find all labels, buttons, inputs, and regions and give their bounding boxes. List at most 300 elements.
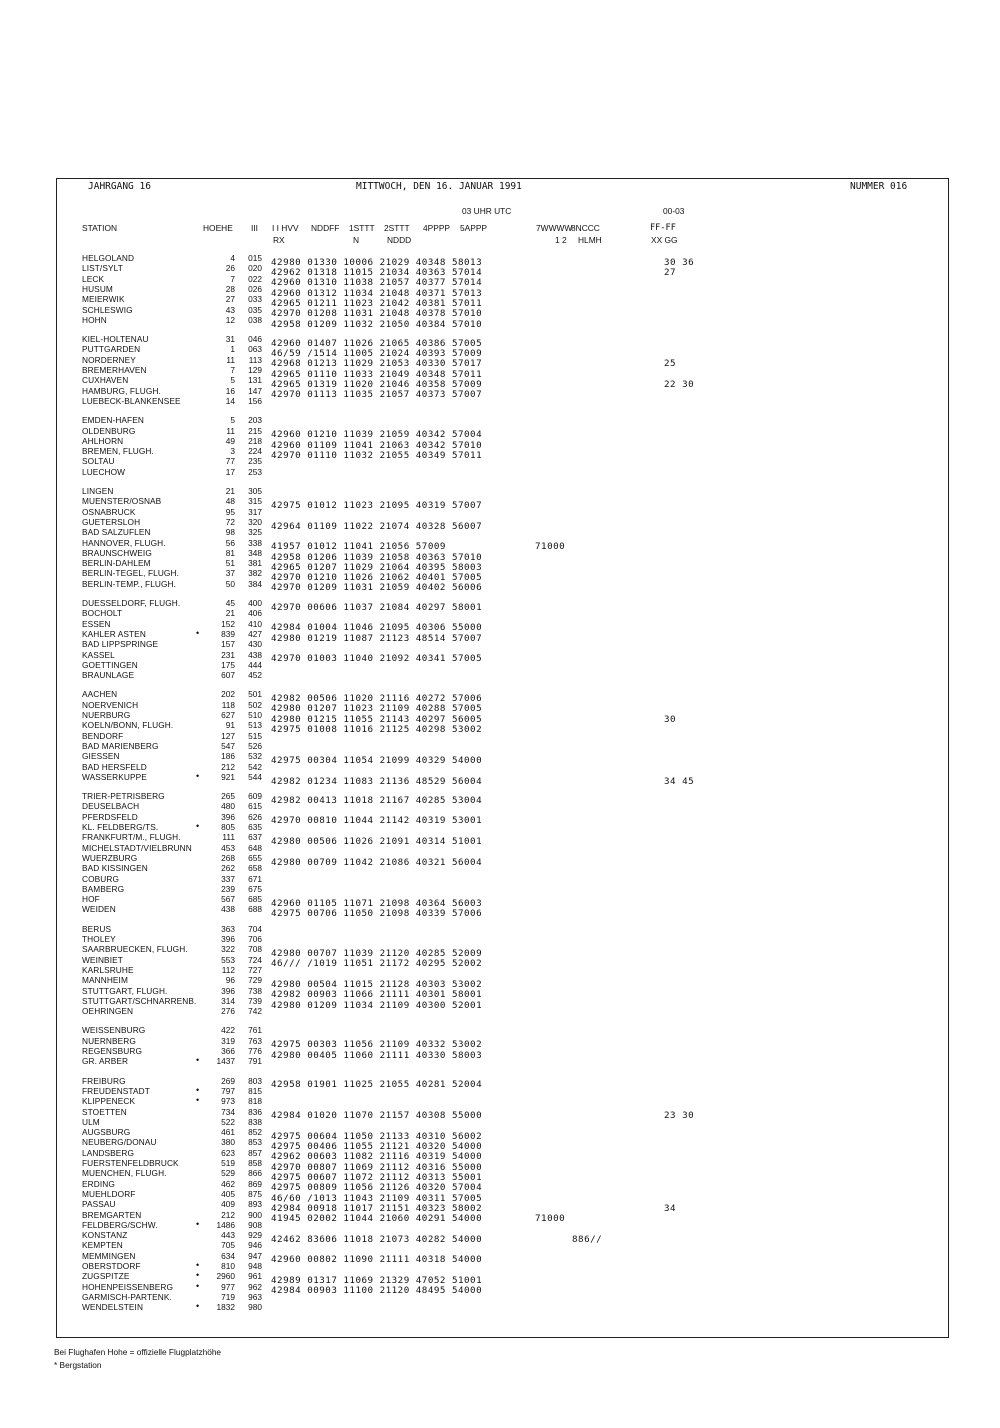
station-name: REGENSBURG [82,1046,143,1056]
col-hlmh: HLMH [578,235,602,245]
table-row [0,710,1000,725]
station-number: 026 [248,283,262,294]
table-row [0,884,1000,894]
station-height: 409 [221,1199,235,1210]
synop-groups: 42960 01109 11041 21063 40342 57010 [271,439,483,451]
synop-groups: 42975 00604 11050 21133 40310 56002 [271,1130,483,1142]
station-number: 948 [248,1261,262,1271]
synop-groups: 42980 01330 10006 21029 40348 58013 [271,256,483,268]
station-number: 791 [248,1056,262,1067]
station-name: GARMISCH-PARTENK. [82,1291,172,1302]
station-height: 719 [221,1291,235,1302]
station-number: 852 [248,1127,262,1138]
gust-values: 25 [664,358,677,370]
station-height: 72 [225,516,235,527]
synop-groups: 42980 01215 11055 21143 40297 56005 [271,713,483,725]
station-name: LINGEN [82,486,114,496]
station-number: 688 [248,904,262,915]
synop-groups: 42965 01211 11023 21042 40381 57011 [271,297,483,309]
station-height: 37 [225,568,235,579]
station-height: 405 [221,1188,235,1199]
cloud-group: 886// [572,1233,603,1245]
station-name: OBERSTDORF [82,1261,141,1271]
station-number: 452 [248,670,262,681]
synop-groups: 42960 01407 11026 21065 40386 57005 [271,337,483,349]
station-height: 553 [221,954,235,965]
station-number: 502 [248,699,262,710]
station-number: 015 [248,253,262,263]
station-height: 705 [221,1240,235,1251]
station-number: 671 [248,873,262,884]
station-height: 17 [225,466,235,477]
synop-groups: 42975 00406 11055 21121 40320 54000 [271,1141,483,1153]
station-name: LUECHOW [82,466,126,477]
synop-groups: 42970 01209 11031 21059 40402 56006 [271,582,483,594]
station-number: 544 [248,771,262,782]
mountain-station-mark: • [196,821,200,831]
station-number: 113 [248,354,262,365]
station-number: 947 [248,1250,262,1261]
station-name: FRANKFURT/M., FLUGH. [82,832,181,843]
synop-groups: 41957 01012 11041 21056 57009 [271,541,446,553]
station-name: BAD MARIENBERG [82,740,159,751]
station-name: FELDBERG/SCHW. [82,1219,158,1230]
station-number: 315 [248,496,262,507]
station-height: 396 [221,985,235,996]
table-row [0,558,1000,573]
station-height: 56 [225,537,235,548]
mountain-station-mark: • [196,1280,200,1291]
station-name: FUERSTENFELDBRUCK [82,1158,179,1168]
synop-groups: 42984 00918 11017 21151 40323 58002 [271,1202,483,1214]
station-height: 11 [226,354,235,365]
gust-values: 30 [664,713,677,725]
station-height: 322 [221,944,235,955]
station-height: 26 [225,263,235,274]
table-row [0,751,1000,766]
station-name: KLIPPENECK [82,1096,136,1107]
synop-groups: 42462 83606 11018 21073 40282 54000 [271,1233,483,1245]
station-name: BAD LIPPSPRINGE [82,639,159,650]
station-height: 438 [221,904,235,915]
gust-values: 27 [664,267,677,279]
station-height: 51 [225,558,235,569]
station-name: OEHRINGEN [82,1006,134,1017]
station-number: 542 [248,761,262,772]
station-name: MUEHLDORF [82,1188,136,1199]
station-name: MEIERWIK [82,294,125,305]
synop-groups: 42982 00413 11018 21167 40285 53004 [271,794,483,806]
table-row [0,741,1000,751]
station-name: BERUS [82,923,112,934]
station-height: 366 [221,1046,235,1056]
station-number: 727 [248,964,262,975]
station-number: 739 [248,995,262,1006]
table-row [0,1199,1000,1214]
station-name: BAMBERG [82,883,125,894]
table-row [0,1230,1000,1245]
station-height: 186 [221,751,235,762]
table-row [0,446,1000,461]
issue-number: NUMMER 016 [850,181,908,192]
station-height: 212 [221,761,235,772]
table-row [0,1025,1000,1035]
table-row [0,770,1000,787]
station-name: NUERBURG [82,710,131,720]
station-name: GOETTINGEN [82,659,138,670]
station-number: 320 [248,516,262,527]
station-height: 45 [225,598,235,608]
synop-groups: 42965 01207 11029 21064 40395 58003 [271,561,483,573]
station-height: 276 [221,1006,235,1017]
station-number: 430 [248,639,262,650]
station-name: SCHLESWIG [82,304,133,315]
station-number: 655 [248,852,262,863]
station-height: 443 [221,1230,235,1241]
table-row [0,843,1000,853]
gust-values: 30 36 [664,256,695,268]
table-row [0,1127,1000,1142]
station-height: 91 [225,720,235,731]
station-name: KASSEL [82,649,115,660]
table-row [0,660,1000,670]
station-height: 1 [230,344,235,355]
synop-groups: 42975 01008 11016 21125 40298 53002 [271,724,483,736]
synop-groups: 42980 00405 11060 21111 40330 58003 [271,1049,483,1061]
station-height: 262 [221,863,235,874]
gust-values: 22 30 [664,379,695,391]
station-number: 035 [248,304,262,315]
col-iii: III [251,223,258,233]
station-height: 269 [221,1075,235,1086]
station-name: STOETTEN [82,1106,127,1117]
station-name: BREMERHAVEN [82,365,147,375]
station-name: BENDORF [82,730,124,741]
station-number: 626 [248,811,262,822]
table-row [0,456,1000,466]
station-height: 43 [225,304,235,315]
station-name: NEUBERG/DONAU [82,1137,157,1148]
table-row [0,486,1000,496]
station-height: 11 [226,425,235,436]
station-number: 218 [248,435,262,446]
station-height: 480 [221,801,235,812]
station-number: 838 [248,1116,262,1127]
station-height: 7 [230,365,235,375]
station-height: 27 [225,294,235,305]
station-height: 212 [221,1209,235,1220]
station-name: KEMPTEN [82,1240,123,1251]
station-height: 12 [225,314,235,325]
synop-groups: 42980 00504 11015 21128 40303 53002 [271,978,483,990]
col-nddd: NDDD [387,235,412,245]
table-row [0,924,1000,934]
table-row [0,1292,1000,1302]
station-number: 609 [248,791,262,802]
station-name: BERLIN-TEGEL, FLUGH. [82,568,179,579]
station-number: 515 [248,730,262,741]
synop-groups: 42980 00707 11039 21120 40285 52009 [271,948,483,960]
table-row [0,527,1000,537]
station-number: 738 [248,985,262,996]
station-height: 152 [221,618,235,629]
station-height: 81 [225,547,235,558]
table-row [0,1086,1000,1096]
station-number: 156 [248,395,262,406]
station-number: 858 [248,1158,262,1168]
station-number: 253 [248,466,262,477]
station-height: 973 [221,1096,235,1107]
station-name: WASSERKUPPE [82,771,147,782]
station-number: 685 [248,894,262,905]
station-number: 410 [248,618,262,629]
station-height: 4 [230,253,235,263]
station-height: 157 [221,639,235,650]
station-name: MEMMINGEN [82,1250,136,1261]
station-number: 946 [248,1240,262,1251]
station-number: 038 [248,314,262,325]
station-height: 522 [221,1116,235,1127]
station-height: 797 [221,1085,235,1096]
synop-groups: 42975 00304 11054 21099 40329 54000 [271,754,483,766]
table-row [0,1158,1000,1173]
station-name: SOLTAU [82,456,115,467]
station-name: LIST/SYLT [82,263,123,274]
station-height: 977 [221,1281,235,1292]
table-row [0,762,1000,772]
synop-groups: 42970 01003 11040 21092 40341 57005 [271,653,483,665]
station-name: KIEL-HOLTENAU [82,334,149,345]
col-nddff: NDDFF [311,223,340,233]
station-name: MUENSTER/OSNAB [82,496,162,507]
station-name: HOF [82,894,100,905]
synop-groups: 42982 01234 11083 21136 48529 56004 [271,775,483,787]
synop-groups: 42980 01219 11087 21123 48514 57007 [271,632,483,644]
synop-groups: 42970 00807 11069 21112 40316 55000 [271,1161,483,1173]
synop-groups: 46/60 /1013 11043 21109 40311 57005 [271,1192,483,1204]
col-xxgg: XX GG [651,235,678,245]
col-hoehe: HOEHE [203,223,233,233]
table-row [0,1056,1000,1066]
station-name: PASSAU [82,1199,116,1210]
station-height: 202 [221,689,235,700]
footnote-airport: Bei Flughafen Hohe = offizielle Flugplatzhöhe [54,1347,222,1357]
synop-groups: 42980 00506 11026 21091 40314 51001 [271,836,483,848]
station-name: BOCHOLT [82,608,123,619]
table-row [0,639,1000,649]
station-name: WEIDEN [82,904,116,915]
station-height: 21 [225,486,235,496]
station-number: 658 [248,863,262,874]
table-row [0,467,1000,477]
station-height: 422 [221,1025,235,1036]
station-number: 129 [248,365,262,375]
station-name: LANDSBERG [82,1147,135,1158]
station-number: 215 [248,425,262,436]
synop-groups: 42958 01209 11032 21050 40384 57010 [271,318,483,330]
station-name: BERLIN-DAHLEM [82,558,151,569]
station-height: 265 [221,791,235,802]
synop-groups: 42965 01110 11033 21049 40348 57011 [271,368,483,380]
synop-groups: 42970 00606 11037 21084 40297 58001 [271,601,483,613]
station-name: HELGOLAND [82,253,135,263]
station-number: 510 [248,710,262,720]
synop-groups: 42960 01312 11034 21048 40371 57013 [271,287,483,299]
station-number: 438 [248,649,262,660]
gust-values: 34 45 [664,775,695,787]
station-name: AHLHORN [82,435,124,446]
mountain-station-mark: • [196,1084,200,1095]
station-number: 532 [248,751,262,762]
station-number: 501 [248,689,262,700]
station-name: GUETERSLOH [82,516,141,527]
station-name: NORDERNEY [82,354,136,365]
station-height: 1832 [216,1302,235,1313]
station-height: 607 [221,670,235,681]
station-number: 704 [248,923,262,934]
station-height: 50 [225,578,235,589]
station-number: 706 [248,934,262,944]
synop-groups: 42975 00607 11072 21112 40313 55001 [271,1172,483,1184]
synop-groups: 42984 01004 11046 21095 40306 55000 [271,622,483,634]
station-number: 853 [248,1137,262,1148]
station-number: 908 [248,1219,262,1230]
station-number: 615 [248,801,262,812]
table-row [0,670,1000,680]
station-number: 675 [248,883,262,894]
station-name: BERLIN-TEMP., FLUGH. [82,578,177,589]
station-name: SAARBRUECKEN, FLUGH. [82,944,188,955]
station-name: HAMBURG, FLUGH. [82,385,161,396]
station-name: MUENCHEN, FLUGH. [82,1168,167,1179]
station-height: 1437 [216,1056,235,1067]
station-name: OLDENBURG [82,425,136,436]
synop-groups: 42965 01319 11020 21046 40358 57009 [271,379,483,391]
station-height: 314 [221,995,235,1006]
table-row [0,253,1000,268]
station-number: 526 [248,740,262,751]
table-row [0,975,1000,990]
date-label: MITTWOCH, DEN 16. JANUAR 1991 [356,181,522,192]
table-row [0,1302,1000,1312]
station-number: 381 [248,558,262,569]
station-number: 648 [248,842,262,853]
station-height: 634 [221,1250,235,1261]
station-name: WEINBIET [82,954,123,965]
station-height: 14 [225,395,235,406]
table-row [0,516,1000,532]
col-rx: RX [273,235,285,245]
station-number: 635 [248,822,262,832]
station-name: AACHEN [82,689,118,700]
station-name: EMDEN-HAFEN [82,415,144,426]
station-number: 046 [248,334,262,345]
station-number: 815 [248,1085,262,1096]
table-row [0,934,1000,944]
station-number: 900 [248,1209,262,1220]
station-height: 839 [221,628,235,639]
synop-groups: 42970 01113 11035 21057 40373 57007 [271,389,483,401]
synop-groups: 42975 01012 11023 21095 40319 57007 [271,500,483,512]
table-row [0,294,1000,309]
station-number: 063 [248,344,262,355]
station-name: GR. ARBER [82,1056,129,1067]
col-ffff: FF-FF [650,223,676,233]
mountain-station-mark: • [196,1301,200,1312]
col-station: STATION [82,223,118,233]
station-number: 836 [248,1106,262,1117]
station-height: 805 [221,822,235,832]
col-1sttt: 1STTT [349,223,375,233]
table-row [0,894,1000,909]
synop-groups: 46/// /1019 11051 21172 40295 52002 [271,958,483,970]
station-number: 317 [248,506,262,517]
station-number: 406 [248,608,262,619]
table-row [0,598,1000,613]
synop-groups: 42962 01318 11015 21034 40363 57014 [271,267,483,279]
station-height: 231 [221,649,235,660]
station-height: 7 [230,273,235,284]
station-number: 400 [248,598,262,608]
col-12: 1 2 [555,235,567,245]
station-name: KL. FELDBERG/TS. [82,822,159,832]
station-name: DUESSELDORF, FLUGH. [82,598,181,608]
station-height: 268 [221,852,235,863]
station-name: COBURG [82,873,120,884]
station-name: BAD HERSFELD [82,761,147,772]
mountain-station-mark: • [196,1270,200,1281]
station-name: FREIBURG [82,1075,126,1086]
synop-groups: 42970 01110 11032 21055 40349 57011 [271,449,483,461]
station-number: 513 [248,720,262,731]
station-name: BREMGARTEN [82,1209,142,1220]
station-name: KONSTANZ [82,1230,128,1241]
table-row [0,365,1000,380]
station-name: HOHENPEISSENBERG [82,1281,174,1292]
station-height: 921 [221,771,235,782]
synop-groups: 42960 00802 11090 21111 40318 54000 [271,1254,483,1266]
table-row [0,852,1000,868]
station-name: LECK [82,273,105,284]
station-name: CUXHAVEN [82,375,129,386]
table-row [0,822,1000,832]
station-name: ERDING [82,1178,115,1189]
station-name: MANNHEIM [82,975,128,986]
synop-groups: 42958 01901 11025 21055 40281 52004 [271,1079,483,1091]
synop-groups: 41945 02002 11044 21060 40291 54000 [271,1213,483,1225]
synop-groups: 42980 01207 11023 21109 40288 57005 [271,703,483,715]
station-name: NOERVENICH [82,699,139,710]
synop-groups: 42989 01317 11069 21329 47052 51001 [271,1275,483,1287]
station-name: PUTTGARDEN [82,344,141,355]
weather-group: 71000 [535,1213,566,1225]
synop-groups: 42982 00903 11066 21111 40301 58001 [271,989,483,1001]
station-number: 961 [248,1271,262,1282]
station-number: 022 [248,273,262,284]
station-name: BRAUNLAGE [82,670,135,681]
station-name: DEUSELBACH [82,801,140,812]
station-height: 461 [221,1127,235,1138]
weather-group: 71000 [535,541,566,553]
mountain-station-mark: • [196,1218,200,1229]
station-height: 1486 [216,1219,235,1230]
station-height: 547 [221,740,235,751]
station-height: 118 [221,699,235,710]
station-name: STUTTGART/SCHNARRENB. [82,995,197,1006]
station-height: 734 [221,1106,235,1117]
synop-groups: 42975 00303 11056 21109 40332 53002 [271,1039,483,1051]
station-name: BAD KISSINGEN [82,863,148,874]
